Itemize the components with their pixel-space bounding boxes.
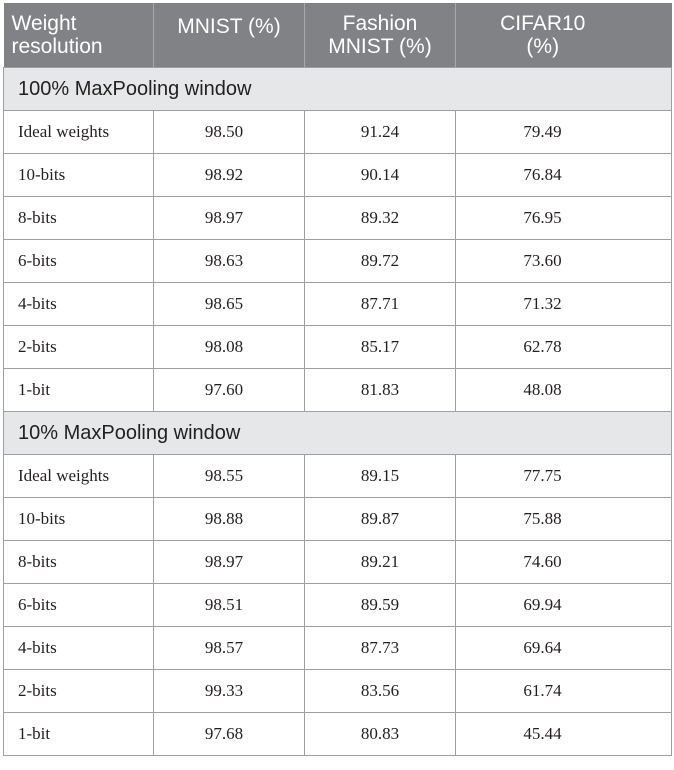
header-mnist <box>154 3 305 68</box>
weight-resolution-cell: 4-bits <box>4 283 154 326</box>
header-row <box>4 3 672 68</box>
table-header <box>4 3 672 68</box>
section-title: 10% MaxPooling window <box>4 412 672 455</box>
weight-resolution-cell: 1-bit <box>4 369 154 412</box>
fashion-mnist-cell: 91.24 <box>305 111 456 154</box>
table-row <box>4 627 672 670</box>
table-row <box>4 326 672 369</box>
weight-resolution-cell: Ideal weights <box>4 455 154 498</box>
fashion-mnist-cell: 85.17 <box>305 326 456 369</box>
weight-resolution-cell: 10-bits <box>4 154 154 197</box>
mnist-cell: 98.63 <box>154 240 305 283</box>
mnist-cell: 98.97 <box>154 541 305 584</box>
weight-resolution-cell: 2-bits <box>4 670 154 713</box>
header-line: Weight <box>11 12 77 35</box>
table-row <box>4 541 672 584</box>
table-row <box>4 111 672 154</box>
weight-resolution-cell: 2-bits <box>4 326 154 369</box>
cifar10-cell: 71.32 <box>456 283 672 326</box>
table-row <box>4 197 672 240</box>
fashion-mnist-cell: 87.73 <box>305 627 456 670</box>
fashion-mnist-cell: 80.83 <box>305 713 456 756</box>
cifar10-cell: 61.74 <box>456 670 672 713</box>
table-row <box>4 670 672 713</box>
cifar10-cell: 73.60 <box>456 240 672 283</box>
table-row <box>4 283 672 326</box>
table-row <box>4 369 672 412</box>
weight-resolution-cell: Ideal weights <box>4 111 154 154</box>
header-line: resolution <box>11 35 103 58</box>
header-line: (%) <box>526 35 560 58</box>
mnist-cell: 98.50 <box>154 111 305 154</box>
fashion-mnist-cell: 89.59 <box>305 584 456 627</box>
cifar10-cell: 48.08 <box>456 369 672 412</box>
table-row <box>4 455 672 498</box>
fashion-mnist-cell: 89.21 <box>305 541 456 584</box>
weight-resolution-cell: 1-bit <box>4 713 154 756</box>
cifar10-cell: 75.88 <box>456 498 672 541</box>
fashion-mnist-cell: 83.56 <box>305 670 456 713</box>
fashion-mnist-cell: 89.72 <box>305 240 456 283</box>
header-line: Fashion <box>342 12 418 35</box>
header-line: MNIST (%) <box>328 35 432 58</box>
mnist-cell: 98.55 <box>154 455 305 498</box>
weight-resolution-cell: 8-bits <box>4 197 154 240</box>
weight-resolution-cell: 10-bits <box>4 498 154 541</box>
cifar10-cell: 45.44 <box>456 713 672 756</box>
table-row <box>4 584 672 627</box>
mnist-cell: 99.33 <box>154 670 305 713</box>
table-row <box>4 713 672 756</box>
fashion-mnist-cell: 89.15 <box>305 455 456 498</box>
table-row <box>4 154 672 197</box>
weight-resolution-cell: 8-bits <box>4 541 154 584</box>
header-weight-resolution <box>4 3 154 68</box>
mnist-cell: 97.60 <box>154 369 305 412</box>
header-fashion-mnist <box>305 3 456 68</box>
table-row <box>4 498 672 541</box>
mnist-cell: 98.57 <box>154 627 305 670</box>
fashion-mnist-cell: 89.87 <box>305 498 456 541</box>
fashion-mnist-cell: 90.14 <box>305 154 456 197</box>
section-row <box>4 68 672 111</box>
fashion-mnist-cell: 87.71 <box>305 283 456 326</box>
section-row <box>4 412 672 455</box>
cifar10-cell: 76.95 <box>456 197 672 240</box>
header-line: MNIST (%) <box>177 14 281 38</box>
cifar10-cell: 74.60 <box>456 541 672 584</box>
mnist-cell: 97.68 <box>154 713 305 756</box>
cifar10-cell: 76.84 <box>456 154 672 197</box>
results-table <box>3 3 672 756</box>
weight-resolution-cell: 6-bits <box>4 240 154 283</box>
cifar10-cell: 62.78 <box>456 326 672 369</box>
mnist-cell: 98.08 <box>154 326 305 369</box>
mnist-cell: 98.65 <box>154 283 305 326</box>
cifar10-cell: 69.94 <box>456 584 672 627</box>
cifar10-cell: 69.64 <box>456 627 672 670</box>
cifar10-cell: 79.49 <box>456 111 672 154</box>
mnist-cell: 98.51 <box>154 584 305 627</box>
mnist-cell: 98.97 <box>154 197 305 240</box>
mnist-cell: 98.88 <box>154 498 305 541</box>
mnist-cell: 98.92 <box>154 154 305 197</box>
table-body <box>4 68 672 756</box>
section-title: 100% MaxPooling window <box>4 68 672 111</box>
fashion-mnist-cell: 81.83 <box>305 369 456 412</box>
cifar10-cell: 77.75 <box>456 455 672 498</box>
header-cifar10 <box>456 3 672 68</box>
fashion-mnist-cell: 89.32 <box>305 197 456 240</box>
table-row <box>4 240 672 283</box>
weight-resolution-cell: 4-bits <box>4 627 154 670</box>
weight-resolution-cell: 6-bits <box>4 584 154 627</box>
header-line: CIFAR10 <box>500 12 586 35</box>
